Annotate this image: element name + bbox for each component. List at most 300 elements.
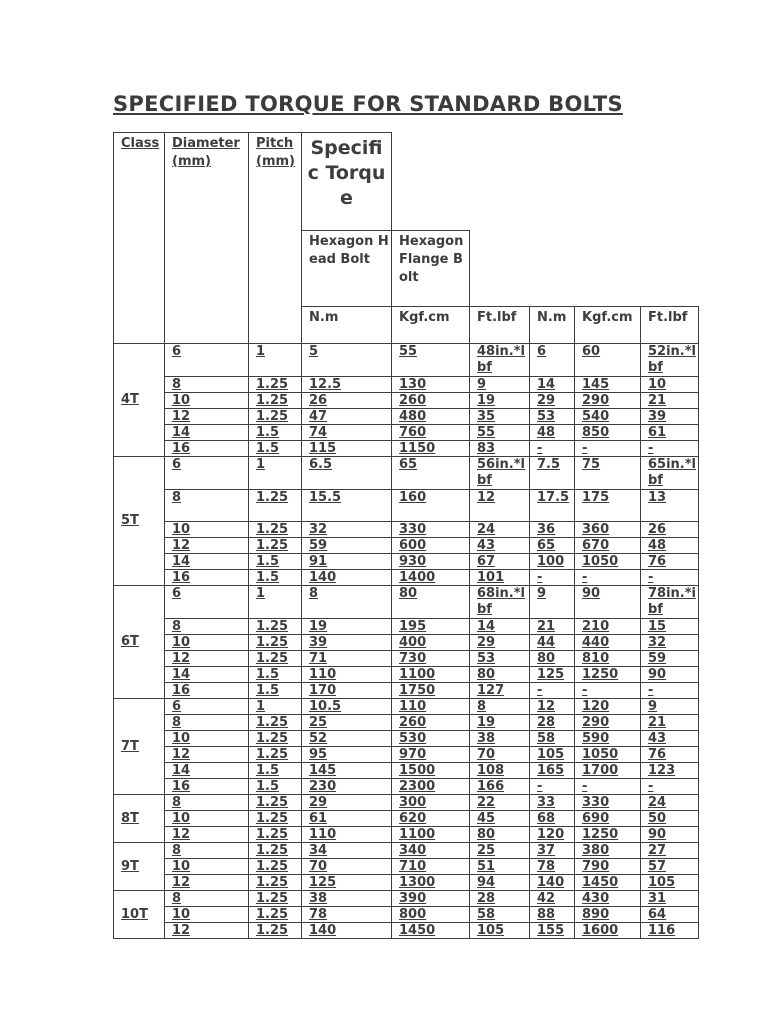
cell-pitch: 1.25 [249,843,302,859]
cell-flange-nm: 68 [530,811,575,827]
cell-flange-nm: 53 [530,409,575,425]
cell-hex-head-nm: 140 [302,923,392,939]
cell-pitch: 1.25 [249,747,302,763]
cell-flange-ftlbf: 31 [641,891,699,907]
cell-flange-ftlbf: 57 [641,859,699,875]
cell-flange-ftlbf: 105 [641,875,699,891]
cell-diameter: 14 [165,554,249,570]
cell-hex-head-nm: 12.5 [302,377,392,393]
cell-hex-head-kgfcm: 1150 [392,441,470,457]
cell-hex-head-nm: 71 [302,651,392,667]
cell-flange-kgfcm: 1050 [575,747,641,763]
cell-flange-kgfcm: 330 [575,795,641,811]
cell-flange-kgfcm: 210 [575,619,641,635]
cell-flange-kgfcm: 1050 [575,554,641,570]
cell-hex-head-kgfcm: 195 [392,619,470,635]
cell-flange-nm: 155 [530,923,575,939]
cell-flange-ftlbf: 48 [641,538,699,554]
cell-pitch: 1.25 [249,619,302,635]
cell-flange-ftlbf: 76 [641,747,699,763]
table-row [114,522,699,538]
cell-pitch: 1.5 [249,779,302,795]
cell-hex-head-nm: 15.5 [302,490,392,522]
cell-flange-nm: 9 [530,586,575,619]
cell-flange-ftlbf: 43 [641,731,699,747]
cell-pitch: 1.5 [249,667,302,683]
cell-diameter: 16 [165,441,249,457]
cell-flange-nm: 36 [530,522,575,538]
cell-hex-head-nm: 29 [302,795,392,811]
cell-flange-nm: 88 [530,907,575,923]
cell-diameter: 6 [165,344,249,377]
cell-hex-head-kgfcm: 160 [392,490,470,522]
table-row [114,923,699,939]
cell-pitch: 1.25 [249,923,302,939]
cell-ftlbf: 19 [470,715,530,731]
cell-flange-ftlbf: 21 [641,393,699,409]
cell-flange-ftlbf: 123 [641,763,699,779]
cell-hex-head-nm: 230 [302,779,392,795]
cell-pitch: 1.25 [249,827,302,843]
cell-hex-head-kgfcm: 730 [392,651,470,667]
cell-flange-nm: 78 [530,859,575,875]
cell-diameter: 12 [165,651,249,667]
cell-flange-nm: 7.5 [530,457,575,490]
cell-pitch: 1.25 [249,393,302,409]
cell-ftlbf: 38 [470,731,530,747]
cell-flange-kgfcm: 1600 [575,923,641,939]
cell-flange-ftlbf: 90 [641,667,699,683]
cell-flange-ftlbf: 32 [641,635,699,651]
cell-flange-ftlbf: - [641,570,699,586]
cell-flange-kgfcm: 1250 [575,667,641,683]
cell-ftlbf: 83 [470,441,530,457]
cell-hex-head-kgfcm: 1500 [392,763,470,779]
cell-ftlbf: 28 [470,891,530,907]
cell-hex-head-nm: 52 [302,731,392,747]
cell-flange-nm: 100 [530,554,575,570]
cell-ftlbf: 8 [470,699,530,715]
cell-flange-nm: - [530,570,575,586]
cell-pitch: 1.25 [249,731,302,747]
cell-hex-head-kgfcm: 80 [392,586,470,619]
table-row [114,683,699,699]
cell-diameter: 12 [165,747,249,763]
cell-flange-kgfcm: 380 [575,843,641,859]
cell-ftlbf: 58 [470,907,530,923]
cell-diameter: 16 [165,779,249,795]
cell-flange-kgfcm: 290 [575,715,641,731]
cell-flange-ftlbf: 50 [641,811,699,827]
table-row [114,538,699,554]
cell-flange-ftlbf: 64 [641,907,699,923]
table-row [114,425,699,441]
table-row [114,635,699,651]
cell-ftlbf: 45 [470,811,530,827]
cell-flange-kgfcm: - [575,570,641,586]
table-row [114,377,699,393]
cell-flange-kgfcm: 1250 [575,827,641,843]
table-row [114,441,699,457]
cell-ftlbf: 70 [470,747,530,763]
cell-hex-head-kgfcm: 1750 [392,683,470,699]
cell-flange-nm: 65 [530,538,575,554]
cell-diameter: 12 [165,538,249,554]
cell-flange-ftlbf: 24 [641,795,699,811]
cell-hex-head-nm: 5 [302,344,392,377]
cell-pitch: 1.5 [249,570,302,586]
cell-pitch: 1.25 [249,907,302,923]
cell-flange-ftlbf: 76 [641,554,699,570]
cell-diameter: 10 [165,811,249,827]
cell-hex-head-nm: 74 [302,425,392,441]
cell-hex-head-nm: 25 [302,715,392,731]
table-row [114,409,699,425]
cell-ftlbf: 24 [470,522,530,538]
cell-flange-kgfcm: 75 [575,457,641,490]
cell-hex-head-nm: 8 [302,586,392,619]
cell-hex-head-kgfcm: 65 [392,457,470,490]
cell-flange-kgfcm: 145 [575,377,641,393]
cell-flange-ftlbf: 78in.*ibf [641,586,699,619]
cell-ftlbf: 108 [470,763,530,779]
header-unit-nm: N.m [530,307,575,344]
cell-pitch: 1.25 [249,377,302,393]
cell-hex-head-nm: 39 [302,635,392,651]
cell-pitch: 1.25 [249,875,302,891]
cell-diameter: 16 [165,570,249,586]
cell-flange-nm: 105 [530,747,575,763]
table-row [114,667,699,683]
cell-flange-kgfcm: 290 [575,393,641,409]
cell-hex-head-kgfcm: 970 [392,747,470,763]
cell-diameter: 8 [165,619,249,635]
table-row [114,344,699,377]
cell-hex-head-nm: 34 [302,843,392,859]
cell-diameter: 12 [165,923,249,939]
cell-hex-head-kgfcm: 390 [392,891,470,907]
header-blank [470,231,699,307]
cell-pitch: 1.5 [249,683,302,699]
cell-flange-nm: 42 [530,891,575,907]
header-unit-kgfcm: Kgf.cm [392,307,470,344]
cell-hex-head-kgfcm: 800 [392,907,470,923]
cell-diameter: 8 [165,490,249,522]
cell-flange-ftlbf: 15 [641,619,699,635]
cell-hex-head-nm: 110 [302,667,392,683]
cell-pitch: 1.25 [249,811,302,827]
cell-hex-head-nm: 47 [302,409,392,425]
class-cell: 6T [114,586,165,699]
torque-table-body [114,133,699,939]
cell-hex-head-kgfcm: 1450 [392,923,470,939]
cell-flange-nm: 48 [530,425,575,441]
cell-hex-head-kgfcm: 930 [392,554,470,570]
cell-ftlbf: 51 [470,859,530,875]
cell-diameter: 10 [165,731,249,747]
cell-flange-ftlbf: 65in.*lbf [641,457,699,490]
cell-flange-kgfcm: 440 [575,635,641,651]
cell-hex-head-nm: 38 [302,891,392,907]
cell-pitch: 1.25 [249,651,302,667]
cell-diameter: 8 [165,795,249,811]
table-row [114,393,699,409]
cell-flange-ftlbf: 9 [641,699,699,715]
cell-hex-head-nm: 95 [302,747,392,763]
cell-flange-nm: 12 [530,699,575,715]
cell-flange-nm: 14 [530,377,575,393]
table-row [114,795,699,811]
cell-ftlbf: 43 [470,538,530,554]
cell-hex-head-nm: 6.5 [302,457,392,490]
cell-flange-ftlbf: 59 [641,651,699,667]
table-row [114,859,699,875]
cell-hex-head-nm: 70 [302,859,392,875]
cell-flange-kgfcm: 890 [575,907,641,923]
cell-pitch: 1 [249,457,302,490]
cell-diameter: 6 [165,586,249,619]
header-hexagon-flange-bolt: Hexagon Flange Bolt [392,231,470,307]
table-row [114,619,699,635]
cell-hex-head-kgfcm: 1400 [392,570,470,586]
class-cell: 8T [114,795,165,843]
cell-flange-nm: 58 [530,731,575,747]
header-pitch: Pitch (mm) [249,133,302,344]
cell-hex-head-nm: 61 [302,811,392,827]
cell-flange-nm: 28 [530,715,575,731]
cell-diameter: 8 [165,377,249,393]
header-blank [392,133,699,231]
cell-flange-kgfcm: 175 [575,490,641,522]
cell-hex-head-kgfcm: 760 [392,425,470,441]
cell-hex-head-kgfcm: 620 [392,811,470,827]
cell-ftlbf: 12 [470,490,530,522]
cell-flange-ftlbf: - [641,441,699,457]
cell-pitch: 1.5 [249,554,302,570]
cell-ftlbf: 80 [470,827,530,843]
cell-hex-head-kgfcm: 130 [392,377,470,393]
table-row [114,457,699,490]
cell-diameter: 12 [165,875,249,891]
cell-flange-kgfcm: 1450 [575,875,641,891]
cell-hex-head-kgfcm: 300 [392,795,470,811]
cell-flange-nm: 6 [530,344,575,377]
page-title: SPECIFIED TORQUE FOR STANDARD BOLTS [113,92,623,116]
cell-flange-kgfcm: 690 [575,811,641,827]
table-row [114,779,699,795]
cell-pitch: 1.25 [249,715,302,731]
header-hexagon-head-bolt: Hexagon Head Bolt [302,231,392,307]
header-diameter: Diameter (mm) [165,133,249,344]
cell-flange-nm: 29 [530,393,575,409]
cell-hex-head-nm: 19 [302,619,392,635]
header-class: Class [114,133,165,344]
cell-flange-kgfcm: 590 [575,731,641,747]
cell-hex-head-kgfcm: 2300 [392,779,470,795]
cell-hex-head-nm: 91 [302,554,392,570]
cell-ftlbf: 55 [470,425,530,441]
torque-table [113,132,699,939]
cell-ftlbf: 48in.*lbf [470,344,530,377]
cell-hex-head-kgfcm: 340 [392,843,470,859]
cell-flange-ftlbf: 27 [641,843,699,859]
cell-flange-nm: - [530,779,575,795]
cell-flange-nm: - [530,683,575,699]
cell-pitch: 1.25 [249,409,302,425]
cell-flange-kgfcm: - [575,779,641,795]
table-row [114,843,699,859]
cell-pitch: 1 [249,586,302,619]
cell-flange-kgfcm: - [575,683,641,699]
cell-flange-ftlbf: 26 [641,522,699,538]
cell-hex-head-nm: 115 [302,441,392,457]
cell-hex-head-kgfcm: 1100 [392,667,470,683]
table-row [114,731,699,747]
cell-flange-kgfcm: 810 [575,651,641,667]
header-unit-nm: N.m [302,307,392,344]
cell-hex-head-nm: 110 [302,827,392,843]
table-row [114,811,699,827]
cell-hex-head-kgfcm: 330 [392,522,470,538]
cell-ftlbf: 105 [470,923,530,939]
cell-diameter: 14 [165,667,249,683]
table-row [114,554,699,570]
cell-diameter: 8 [165,715,249,731]
class-cell: 4T [114,344,165,457]
table-row [114,699,699,715]
cell-ftlbf: 166 [470,779,530,795]
cell-ftlbf: 94 [470,875,530,891]
cell-pitch: 1.25 [249,490,302,522]
table-row [114,763,699,779]
cell-hex-head-nm: 59 [302,538,392,554]
cell-flange-kgfcm: 790 [575,859,641,875]
cell-flange-ftlbf: 90 [641,827,699,843]
cell-ftlbf: 53 [470,651,530,667]
cell-hex-head-nm: 10.5 [302,699,392,715]
table-row [114,490,699,522]
cell-flange-nm: 37 [530,843,575,859]
table-row [114,875,699,891]
cell-flange-ftlbf: 13 [641,490,699,522]
cell-hex-head-nm: 145 [302,763,392,779]
cell-diameter: 8 [165,843,249,859]
cell-pitch: 1.5 [249,763,302,779]
cell-hex-head-kgfcm: 260 [392,393,470,409]
table-row [114,651,699,667]
cell-flange-ftlbf: 39 [641,409,699,425]
table-row [114,891,699,907]
cell-pitch: 1.25 [249,538,302,554]
class-cell: 5T [114,457,165,586]
header-unit-kgfcm: Kgf.cm [575,307,641,344]
cell-flange-nm: 165 [530,763,575,779]
cell-flange-kgfcm: 360 [575,522,641,538]
cell-flange-kgfcm: 850 [575,425,641,441]
cell-ftlbf: 68in.*lbf [470,586,530,619]
cell-hex-head-kgfcm: 710 [392,859,470,875]
cell-flange-kgfcm: 120 [575,699,641,715]
cell-ftlbf: 22 [470,795,530,811]
cell-hex-head-kgfcm: 55 [392,344,470,377]
cell-hex-head-kgfcm: 480 [392,409,470,425]
cell-hex-head-kgfcm: 400 [392,635,470,651]
cell-flange-nm: 33 [530,795,575,811]
cell-pitch: 1 [249,699,302,715]
cell-flange-ftlbf: 116 [641,923,699,939]
cell-flange-nm: 21 [530,619,575,635]
cell-flange-kgfcm: 1700 [575,763,641,779]
cell-ftlbf: 25 [470,843,530,859]
cell-flange-ftlbf: - [641,779,699,795]
cell-flange-nm: 44 [530,635,575,651]
class-cell: 10T [114,891,165,939]
cell-hex-head-kgfcm: 600 [392,538,470,554]
cell-flange-kgfcm: - [575,441,641,457]
cell-diameter: 14 [165,763,249,779]
cell-hex-head-nm: 125 [302,875,392,891]
class-cell: 7T [114,699,165,795]
cell-flange-ftlbf: 61 [641,425,699,441]
cell-hex-head-nm: 170 [302,683,392,699]
cell-ftlbf: 35 [470,409,530,425]
cell-ftlbf: 127 [470,683,530,699]
cell-flange-kgfcm: 430 [575,891,641,907]
cell-flange-ftlbf: - [641,683,699,699]
cell-flange-kgfcm: 60 [575,344,641,377]
cell-diameter: 14 [165,425,249,441]
cell-flange-kgfcm: 540 [575,409,641,425]
cell-diameter: 8 [165,891,249,907]
cell-pitch: 1.25 [249,891,302,907]
cell-hex-head-nm: 32 [302,522,392,538]
cell-ftlbf: 67 [470,554,530,570]
cell-diameter: 12 [165,409,249,425]
cell-hex-head-nm: 78 [302,907,392,923]
cell-diameter: 10 [165,393,249,409]
table-row [114,827,699,843]
cell-pitch: 1.25 [249,522,302,538]
cell-ftlbf: 9 [470,377,530,393]
cell-pitch: 1.25 [249,859,302,875]
cell-pitch: 1.25 [249,635,302,651]
cell-diameter: 10 [165,635,249,651]
cell-hex-head-kgfcm: 110 [392,699,470,715]
cell-diameter: 16 [165,683,249,699]
cell-ftlbf: 80 [470,667,530,683]
cell-hex-head-nm: 26 [302,393,392,409]
header-unit-ftlbf: Ft.lbf [470,307,530,344]
cell-hex-head-kgfcm: 1100 [392,827,470,843]
cell-diameter: 10 [165,522,249,538]
cell-flange-ftlbf: 52in.*lbf [641,344,699,377]
cell-flange-nm: 140 [530,875,575,891]
cell-flange-kgfcm: 670 [575,538,641,554]
cell-diameter: 12 [165,827,249,843]
cell-ftlbf: 14 [470,619,530,635]
cell-hex-head-kgfcm: 260 [392,715,470,731]
cell-pitch: 1 [249,344,302,377]
cell-flange-kgfcm: 90 [575,586,641,619]
cell-pitch: 1.25 [249,795,302,811]
cell-diameter: 6 [165,699,249,715]
cell-flange-nm: 80 [530,651,575,667]
cell-ftlbf: 19 [470,393,530,409]
table-row [114,715,699,731]
cell-diameter: 10 [165,859,249,875]
cell-diameter: 6 [165,457,249,490]
cell-flange-nm: 120 [530,827,575,843]
